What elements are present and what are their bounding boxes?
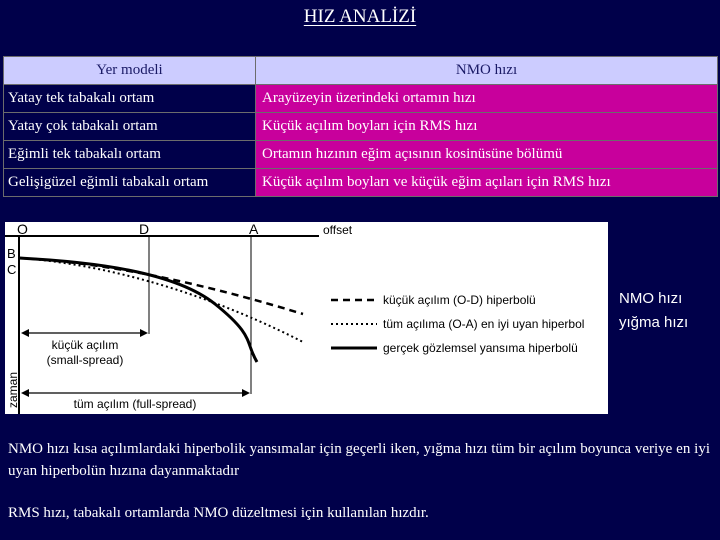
earth-model-cell: Yatay tek tabakalı ortam (4, 85, 256, 113)
small-spread-hyperbola (19, 258, 303, 314)
event-b-label: B (7, 246, 16, 261)
nmo-velocity-cell: Küçük açılım boyları ve küçük eğim açıları için RMS hızı (256, 169, 718, 197)
legend-solid-label: gerçek gözlemsel yansıma hiperbolü (383, 341, 578, 355)
earth-model-cell: Gelişigüzel eğimli tabakalı ortam (4, 169, 256, 197)
time-axis-label: zaman (6, 371, 20, 408)
arrow-right-icon (140, 329, 148, 337)
full-spread-label: tüm açılım (full-spread) (73, 397, 197, 411)
offset-label: offset (323, 223, 353, 237)
nmo-velocity-label: NMO hızı (619, 290, 683, 307)
table-row (4, 85, 718, 113)
header-earth-model: Yer modeli (4, 57, 256, 85)
arrow-right-icon (242, 389, 250, 397)
arrow-left-icon (21, 329, 29, 337)
legend-dotted-label: tüm açılıma (O-A) en iyi uyan hiperbol (383, 317, 585, 331)
small-spread-sublabel: (small-spread) (46, 353, 124, 367)
nmo-velocity-cell: Küçük açılım boyları için RMS hızı (256, 113, 718, 141)
point-o-label: O (17, 222, 28, 237)
small-spread-label: küçük açılım (51, 338, 119, 352)
nmo-velocity-cell: Ortamın hızının eğim açısının kosinüsüne bölümü (256, 141, 718, 169)
hyperbola-figure (5, 222, 608, 414)
point-a-label: A (249, 222, 259, 237)
stacking-velocity-label: yığma hızı (619, 314, 689, 331)
velocity-model-table (3, 56, 718, 197)
best-fit-hyperbola (19, 258, 303, 342)
event-c-label: C (7, 262, 17, 277)
rms-velocity-paragraph: RMS hızı, tabakalı ortamlarda NMO düzeltmesi için kullanılan hızdır. (8, 505, 429, 521)
nmo-vs-stacking-paragraph: NMO hızı kısa açılımlardaki hiperbolik yansımalar için geçerli iken, yığma hızı tüm bir açılım boyunca veriye en iyi uyan hiperbolün hızına dayanmaktadır (8, 441, 710, 479)
table-row (4, 113, 718, 141)
legend-dashed-label: küçük açılım (O-D) hiperbolü (383, 293, 536, 307)
table-header-row (4, 57, 718, 85)
page-title: HIZ ANALİZİ (303, 6, 417, 27)
earth-model-cell: Eğimli tek tabakalı ortam (4, 141, 256, 169)
header-nmo-velocity: NMO hızı (256, 57, 718, 85)
nmo-velocity-cell: Arayüzeyin üzerindeki ortamın hızı (256, 85, 718, 113)
table-row (4, 169, 718, 197)
point-d-label: D (139, 222, 150, 237)
earth-model-cell: Yatay çok tabakalı ortam (4, 113, 256, 141)
table-row (4, 141, 718, 169)
side-labels (619, 287, 688, 335)
arrow-left-icon (21, 389, 29, 397)
